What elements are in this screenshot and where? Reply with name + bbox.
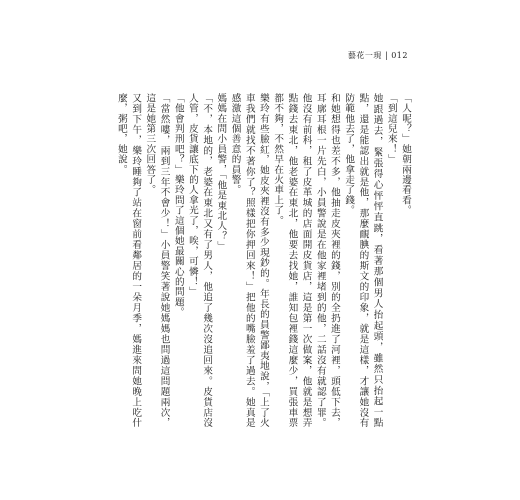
running-header <box>348 50 408 61</box>
paragraph: 和她想得也差不多，他抽走皮夾裡的錢，別的全扔進了河裡，頭低下去，耳廓耳根一片先白，小員警說是在他家裡堵到的他，二話沒有就認了罪。他沒有前科，租了皮革城的店面開皮貨店，這是第一次做案，他就是想弄點錢去東北，他老婆在東北，他要去找她，誰知包裡錢這麼少，買張車票都不夠，不然早在火車上了。 <box>272 93 340 428</box>
book-title: 藝花一現 <box>347 51 382 60</box>
header-separator: | <box>384 51 389 60</box>
paragraph: 「他會判刑吧？」樂玲問了這個她最關心的問題。 <box>172 93 184 318</box>
paragraph: 「人呢？」她朝兩邊看看。 <box>400 93 411 216</box>
paragraph: 她跟過去，緊張得心怦怦直跳，看著那個男人抬起頭，雖然只抬起一點點，還是能認出就是他，那麼靦腆的斯文的印象，就是這樣，才讓她沒有防範他去了，他拿走了錢。 <box>343 93 383 428</box>
paragraph: 又到下午，樂玲睡夠了站在窗前看鄰居的一朵月季，媽進來問她晚上吃什麼，粥吧，她說。 <box>115 93 142 428</box>
paragraph: 「當然嘍，兩到三年不會少！」小員警笑著說她媽媽也問過這問題兩次，這是她第三次回答了。 <box>144 93 170 428</box>
page-number: 012 <box>391 51 408 60</box>
vertical-body-text <box>112 93 412 428</box>
paragraph: 媽媽在問小員警，「他是東北人？」 <box>215 93 227 252</box>
paragraph: 「不，本地的，老婆在東北又有了男人，他追了幾次沒追回來。皮貨店沒人管，皮貨讓底下的人拿光了，唉，可憐！」 <box>186 93 213 428</box>
paragraph: 「到這兒來！」 <box>385 93 397 165</box>
paragraph: 樂玲有些臉紅，她皮夾裡沒有多少現鈔的。年長的員警鄙夷地說，「上了火車我們就找不著你了？照樣把你押回來！」把他的嘴臉羞了過去。她真是感激這個善意的員警。 <box>229 93 269 428</box>
